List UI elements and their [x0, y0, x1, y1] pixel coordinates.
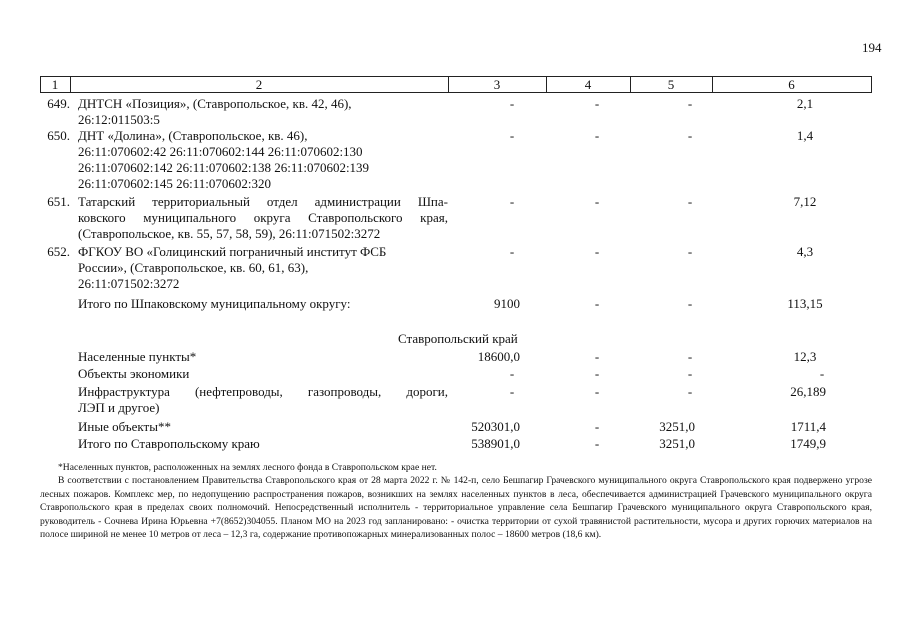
page-number: 194: [862, 40, 882, 55]
cell-col4: -: [594, 366, 600, 381]
cell-col3: 18600,0: [477, 349, 520, 364]
cell-col6: 7,12: [793, 194, 817, 209]
cell-col6: 12,3: [793, 349, 817, 364]
summary-label: Итого по Ставропольскому краю: [78, 436, 260, 451]
region-title: Ставропольский край: [398, 331, 518, 346]
cell-col3: 538901,0: [471, 436, 520, 451]
row-number: 650.: [47, 128, 70, 143]
row-number: 652.: [47, 244, 70, 259]
cell-col5: 3251,0: [659, 436, 695, 451]
cell-col6: 113,15: [787, 296, 823, 311]
cell-col5: -: [687, 96, 693, 111]
cell-col3: -: [509, 384, 515, 399]
summary-label: Объекты экономики: [78, 366, 190, 381]
cell-col5: -: [687, 128, 693, 143]
cell-col5: -: [687, 384, 693, 399]
cell-col6: 1711,4: [790, 419, 826, 434]
cell-col6: 1749,9: [790, 436, 826, 451]
cell-col3: -: [509, 128, 515, 143]
cell-col6: 26,189: [790, 384, 826, 399]
header-col-3: 3: [493, 77, 501, 92]
summary-label: Инфраструктура (нефтепроводы, газопроводы, дороги,: [78, 384, 448, 399]
cell-col3: 520301,0: [471, 419, 520, 434]
summary-label: Населенные пункты*: [78, 349, 197, 364]
cell-col5: -: [687, 244, 693, 259]
header-col-4: 4: [584, 77, 592, 92]
row-name-line: ДНТСН «Позиция», (Ставропольское, кв. 42, 46),: [78, 96, 352, 111]
cell-col3: 9100: [494, 296, 520, 311]
cell-col3: -: [509, 366, 515, 381]
cell-col4: -: [594, 296, 600, 311]
row-name-line: 26:11:070602:145 26:11:070602:320: [78, 176, 271, 191]
cell-col6: -: [819, 366, 825, 381]
cell-col4: -: [594, 436, 600, 451]
footnote-2: В соответствии с постановлением Правительства Ставропольского края от 28 марта 2022 г. № 142-п, село Бешпагир Грачевского муниципального округа Ставропольского края подвержено угрозе лесных пожаров. Комплекс мер, по недопущению распространения пожаров, возникших на землях населенных пунктов в леса, обеспечивается администрацией Грачевского муниципального округа Ставропольского края в пределах своих полномочий. Непосредственный исполнитель - территориальное управление села Бешпагир Грачевского муниципального округа Ставропольского края, руководитель - Сочнева Ирина Юрьевна +7(8652)304055. Планом МО на 2023 год запланировано: - очистка территории от сухой травянистой растительности, мусора и других горючих материалов на полосе шириной не менее 10 метров от леса – 12,3 га, содержание противопожарных минерализованных полос – 18600 метров (18,6 км).: [40, 475, 872, 540]
total-label: Итого по Шпаковскому муниципальному округу:: [78, 296, 351, 311]
row-name-line: России», (Ставропольское, кв. 60, 61, 63),: [78, 260, 309, 275]
cell-col4: -: [594, 96, 600, 111]
cell-col5: -: [687, 296, 693, 311]
cell-col3: -: [509, 244, 515, 259]
row-name-line: ковского муниципального округа Ставропольского края,: [78, 210, 448, 225]
row-name-line: Татарский территориальный отдел администрации Шпа-: [78, 194, 448, 209]
header-col-2: 2: [255, 77, 263, 92]
cell-col6: 2,1: [796, 96, 814, 111]
header-col-5: 5: [667, 77, 675, 92]
cell-col4: -: [594, 384, 600, 399]
cell-col6: 4,3: [796, 244, 814, 259]
cell-col4: -: [594, 128, 600, 143]
cell-col5: -: [687, 194, 693, 209]
cell-col5: -: [687, 366, 693, 381]
row-name-line: 26:12:011503:5: [78, 112, 160, 127]
cell-col5: 3251,0: [659, 419, 695, 434]
cell-col3: -: [509, 96, 515, 111]
row-name-line: 26:11:070602:42 26:11:070602:144 26:11:070602:130: [78, 144, 363, 159]
cell-col3: -: [509, 194, 515, 209]
cell-col4: -: [594, 244, 600, 259]
cell-col6: 1,4: [796, 128, 814, 143]
cell-col4: -: [594, 349, 600, 364]
row-name-line: ДНТ «Долина», (Ставропольское, кв. 46),: [78, 128, 308, 143]
table-header-bottom-border: [40, 92, 872, 93]
row-name-line: 26:11:070602:142 26:11:070602:138 26:11:070602:139: [78, 160, 370, 175]
header-divider: [871, 76, 872, 92]
cell-col4: -: [594, 194, 600, 209]
row-name-line: ФГКОУ ВО «Голицинский пограничный институт ФСБ: [78, 244, 387, 259]
summary-label: Иные объекты**: [78, 419, 171, 434]
row-name-line: (Ставропольское, кв. 55, 57, 58, 59), 26:11:071502:3272: [78, 226, 381, 241]
row-number: 651.: [47, 194, 70, 209]
header-col-1: 1: [51, 77, 59, 92]
summary-label: ЛЭП и другое): [78, 400, 160, 415]
row-number: 649.: [47, 96, 70, 111]
cell-col4: -: [594, 419, 600, 434]
row-name-line: 26:11:071502:3272: [78, 276, 180, 291]
footnote-1: *Населенных пунктов, расположенных на землях лесного фонда в Ставропольском крае нет.: [58, 462, 437, 473]
cell-col5: -: [687, 349, 693, 364]
header-col-6: 6: [788, 77, 795, 92]
